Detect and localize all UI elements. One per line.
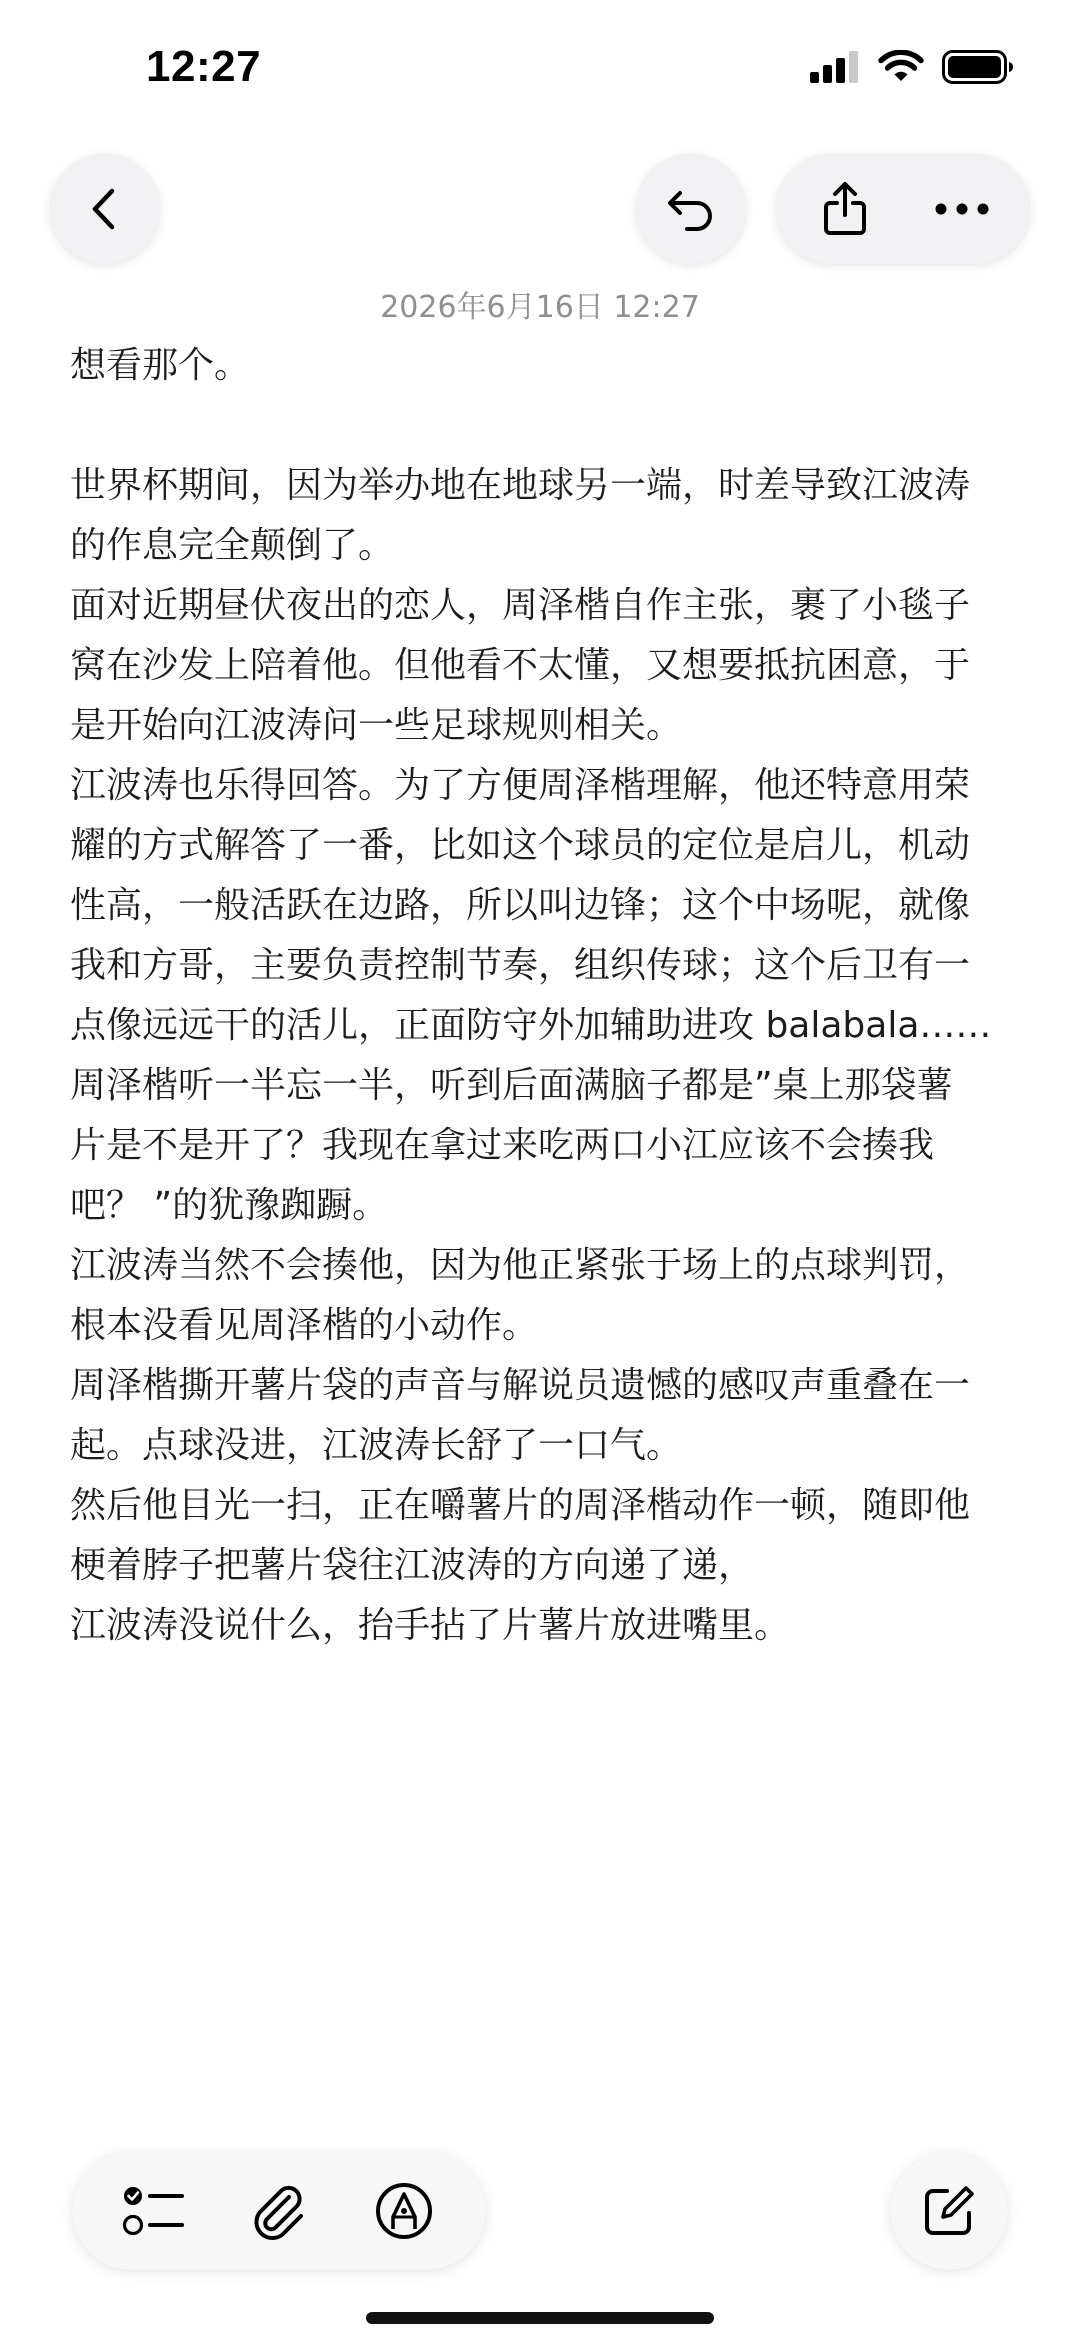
compose-icon <box>921 2183 977 2239</box>
share-icon <box>820 181 870 237</box>
chevron-left-icon <box>85 187 125 231</box>
home-indicator[interactable] <box>366 2312 714 2324</box>
checklist-button[interactable] <box>104 2161 204 2261</box>
paperclip-icon <box>251 2181 307 2241</box>
note-line: 的作息完全颠倒了。 <box>70 525 395 566</box>
ellipsis-icon <box>935 203 989 215</box>
note-line: 根本没看见周泽楷的小动作。 <box>70 1305 539 1346</box>
share-button[interactable] <box>790 154 900 264</box>
note-line: 江波涛也乐得回答。为了方便周泽楷理解，他还特意用荣 <box>70 765 971 806</box>
more-button[interactable] <box>907 154 1017 264</box>
note-line: 起。点球没进，江波涛长舒了一口气。 <box>70 1425 683 1466</box>
checklist-icon <box>122 2183 186 2239</box>
note-line: 周泽楷听一半忘一半，听到后面满脑子都是”桌上那袋薯 <box>70 1065 953 1106</box>
battery-icon <box>942 50 1014 84</box>
note-line: 江波涛当然不会揍他，因为他正紧张于场上的点球判罚， <box>70 1245 971 1286</box>
wifi-icon <box>878 50 924 84</box>
note-line <box>70 396 1015 456</box>
undo-icon <box>665 185 717 233</box>
action-button-group <box>776 154 1030 264</box>
note-line: 我和方哥，主要负责控制节奏，组织传球；这个后卫有一 <box>70 945 971 986</box>
back-button[interactable] <box>50 154 160 264</box>
note-line: 然后他目光一扫，正在嚼薯片的周泽楷动作一顿，随即他 <box>70 1485 971 1526</box>
note-line: 江波涛没说什么，抬手拈了片薯片放进嘴里。 <box>70 1605 791 1646</box>
note-body[interactable] <box>70 336 1015 1656</box>
attachment-button[interactable] <box>229 2161 329 2261</box>
undo-button[interactable] <box>636 154 746 264</box>
note-line: 面对近期昼伏夜出的恋人，周泽楷自作主张，裹了小毯子 <box>70 585 971 626</box>
status-time: 12:27 <box>146 42 262 91</box>
note-line: 吧？ ”的犹豫踟蹰。 <box>70 1185 389 1226</box>
pen-tip-icon <box>374 2181 434 2241</box>
note-line: 点像远远干的活儿，正面防守外加辅助进攻 balabala…… <box>70 1005 992 1046</box>
note-line: 片是不是开了？我现在拿过来吃两口小江应该不会揍我 <box>70 1125 935 1166</box>
note-line: 周泽楷撕开薯片袋的声音与解说员遗憾的感叹声重叠在一 <box>70 1365 971 1406</box>
markup-button[interactable] <box>354 2161 454 2261</box>
bottom-toolbar <box>72 2152 486 2270</box>
note-line: 世界杯期间，因为举办地在地球另一端，时差导致江波涛 <box>70 465 971 506</box>
note-line: 梗着脖子把薯片袋往江波涛的方向递了递， <box>70 1545 755 1586</box>
note-line: 窝在沙发上陪着他。但他看不太懂，又想要抵抗困意，于 <box>70 645 971 686</box>
note-line: 想看那个。 <box>70 345 251 386</box>
note-line: 耀的方式解答了一番，比如这个球员的定位是启儿，机动 <box>70 825 971 866</box>
note-date: 2026年6月16日 12:27 <box>380 290 700 325</box>
status-icons <box>810 50 1014 84</box>
compose-button[interactable] <box>890 2152 1008 2270</box>
note-line: 是开始向江波涛问一些足球规则相关。 <box>70 705 683 746</box>
note-line: 性高，一般活跃在边路，所以叫边锋；这个中场呢，就像 <box>70 885 971 926</box>
cellular-signal-icon <box>810 51 860 83</box>
